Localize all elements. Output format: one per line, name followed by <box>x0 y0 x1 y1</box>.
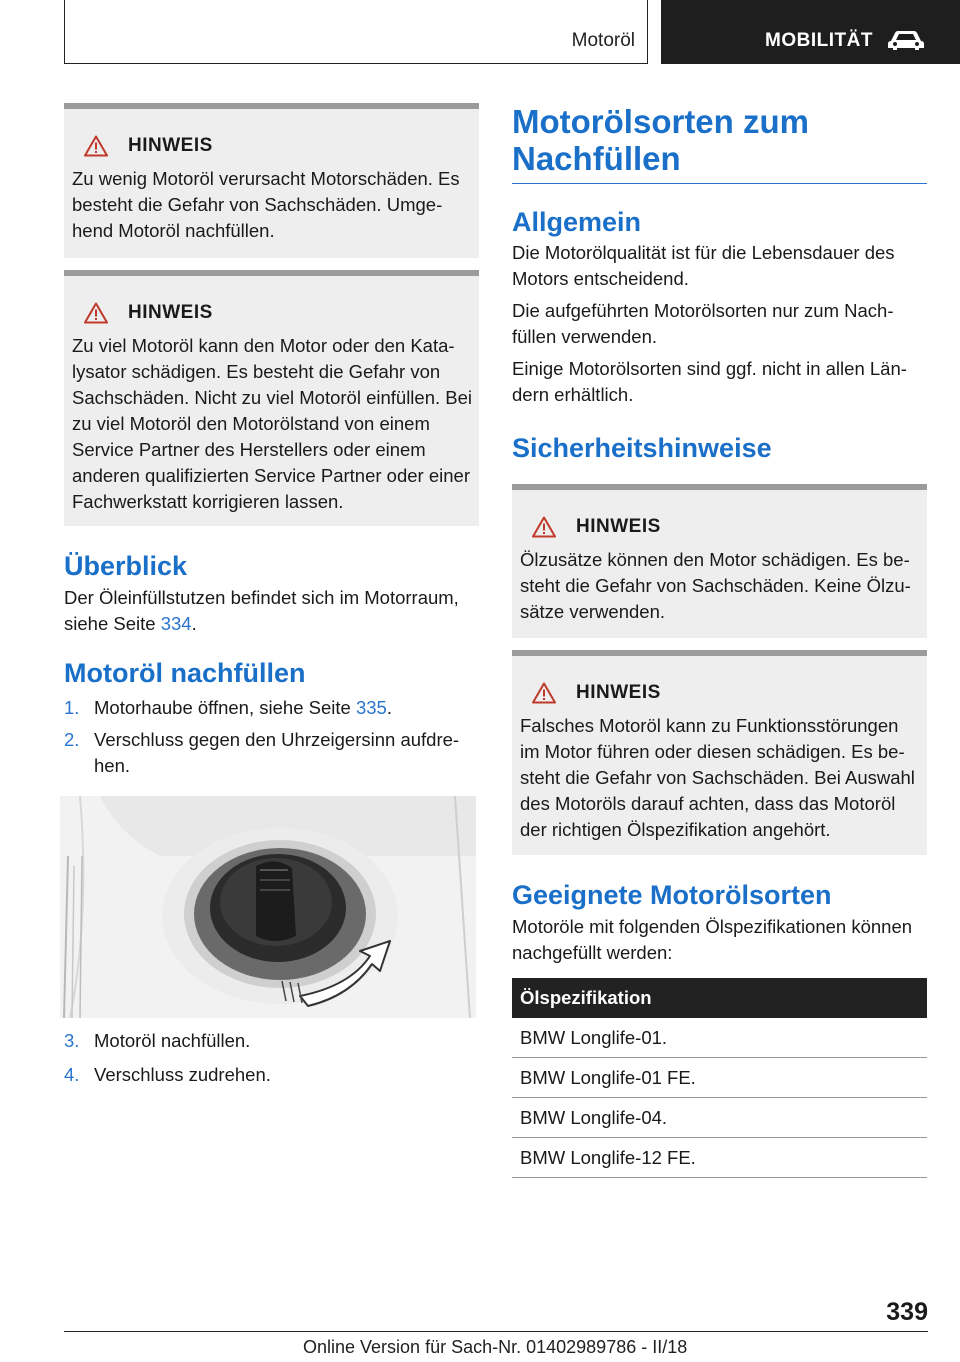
warning-notice <box>512 484 927 638</box>
car-icon <box>886 28 926 52</box>
notice-text: Zu wenig Motoröl verursacht Motorschäden. Es besteht die Gefahr von Sachschäden. Umgehend Motoröl nachfüllen. <box>72 168 460 241</box>
table-cell: BMW Longlife-12 FE. <box>512 1138 927 1178</box>
overview-text: Der Öleinfüllstutzen befindet sich im Motorraum, siehe Seite 334. <box>64 587 459 634</box>
notice-text: Falsches Motoröl kann zu Funktionsstörungen im Motor führen oder diesen schädigen. Es besteht die Gefahr von Sachschäden. Bei Auswahl des Motoröls darauf achten, dass das Motoröl der richtigen Ölspezifikation angehört. <box>520 715 915 840</box>
refill-steps-continued <box>64 1028 479 1088</box>
refill-heading: Motoröl nachfüllen <box>64 658 306 688</box>
footer-divider <box>64 1331 928 1332</box>
paragraph: Einige Motorölsorten sind ggf. nicht in allen Ländern erhältlich. <box>512 358 907 405</box>
notice-title: HINWEIS <box>576 682 661 703</box>
notice-text: Ölzusätze können den Motor schädigen. Es besteht die Gefahr von Sachschäden. Keine Ölzusätze verwenden. <box>520 549 911 622</box>
table-row <box>512 1138 927 1178</box>
paragraph: Motoröle mit folgenden Ölspezifikationen können nachgefüllt werden: <box>512 916 913 963</box>
left-column-continued <box>64 1028 479 1088</box>
notice-title: HINWEIS <box>128 302 213 323</box>
overview-heading: Überblick <box>64 551 188 581</box>
right-column <box>512 103 927 1178</box>
oil-filler-cap-image <box>60 796 476 1018</box>
list-item: 2. Verschluss gegen den Uhrzeigersinn aufdrehen. <box>64 729 460 776</box>
safety-heading: Sicherheitshinweise <box>512 433 772 463</box>
header-chapter-tab <box>64 0 648 64</box>
section-label: MOBILITÄT <box>765 30 873 51</box>
notice-title: HINWEIS <box>128 135 213 156</box>
warning-icon <box>532 682 556 704</box>
page-title: Motorölsorten zum Nachfüllen <box>512 103 927 184</box>
page-number: 339 <box>886 1298 928 1326</box>
chapter-label: Motoröl <box>571 30 635 51</box>
page-link[interactable]: 335 <box>355 697 387 718</box>
table-header-cell: Ölspezifikation <box>512 978 927 1018</box>
list-item: 1. Motorhaube öffnen, siehe Seite 335. <box>64 697 392 718</box>
header-section-tab <box>661 0 960 64</box>
refill-steps <box>64 695 479 779</box>
table-row <box>512 1018 927 1058</box>
page-link[interactable]: 334 <box>160 613 192 634</box>
list-item: 4. Verschluss zudrehen. <box>64 1064 271 1085</box>
table-row <box>512 1098 927 1138</box>
table-row <box>512 1058 927 1098</box>
table-cell: BMW Longlife-01 FE. <box>512 1058 927 1098</box>
list-item: 3. Motoröl nachfüllen. <box>64 1030 251 1051</box>
warning-notice <box>64 270 479 526</box>
paragraph: Die aufgeführten Motorölsorten nur zum Nachfüllen verwenden. <box>512 300 894 347</box>
notice-text: Zu viel Motoröl kann den Motor oder den Katalysator schädigen. Es besteht die Gefahr von Sachschäden. Nicht zu viel Motoröl einfüllen. Bei zu viel Motoröl den Motorölstand von einem Service Partner des Herstellers oder einem anderen qualifizierten Service Partner oder einer Fachwerkstatt korrigieren lassen. <box>72 335 473 512</box>
warning-icon <box>532 516 556 538</box>
footer-text: Online Version für Sach-Nr. 01402989786 - II/18 <box>303 1337 688 1357</box>
oil-spec-table <box>512 978 927 1178</box>
general-heading: Allgemein <box>512 207 642 237</box>
table-header-row <box>512 978 927 1018</box>
table-cell: BMW Longlife-04. <box>512 1098 927 1138</box>
warning-icon <box>84 135 108 157</box>
left-column <box>64 103 479 779</box>
warning-notice <box>64 103 479 258</box>
paragraph: Die Motorölqualität ist für die Lebensdauer des Motors entscheidend. <box>512 242 895 289</box>
warning-notice <box>512 650 927 855</box>
warning-icon <box>84 302 108 324</box>
table-cell: BMW Longlife-01. <box>512 1018 927 1058</box>
notice-title: HINWEIS <box>576 516 661 537</box>
suitable-heading: Geeignete Motorölsorten <box>512 880 832 910</box>
